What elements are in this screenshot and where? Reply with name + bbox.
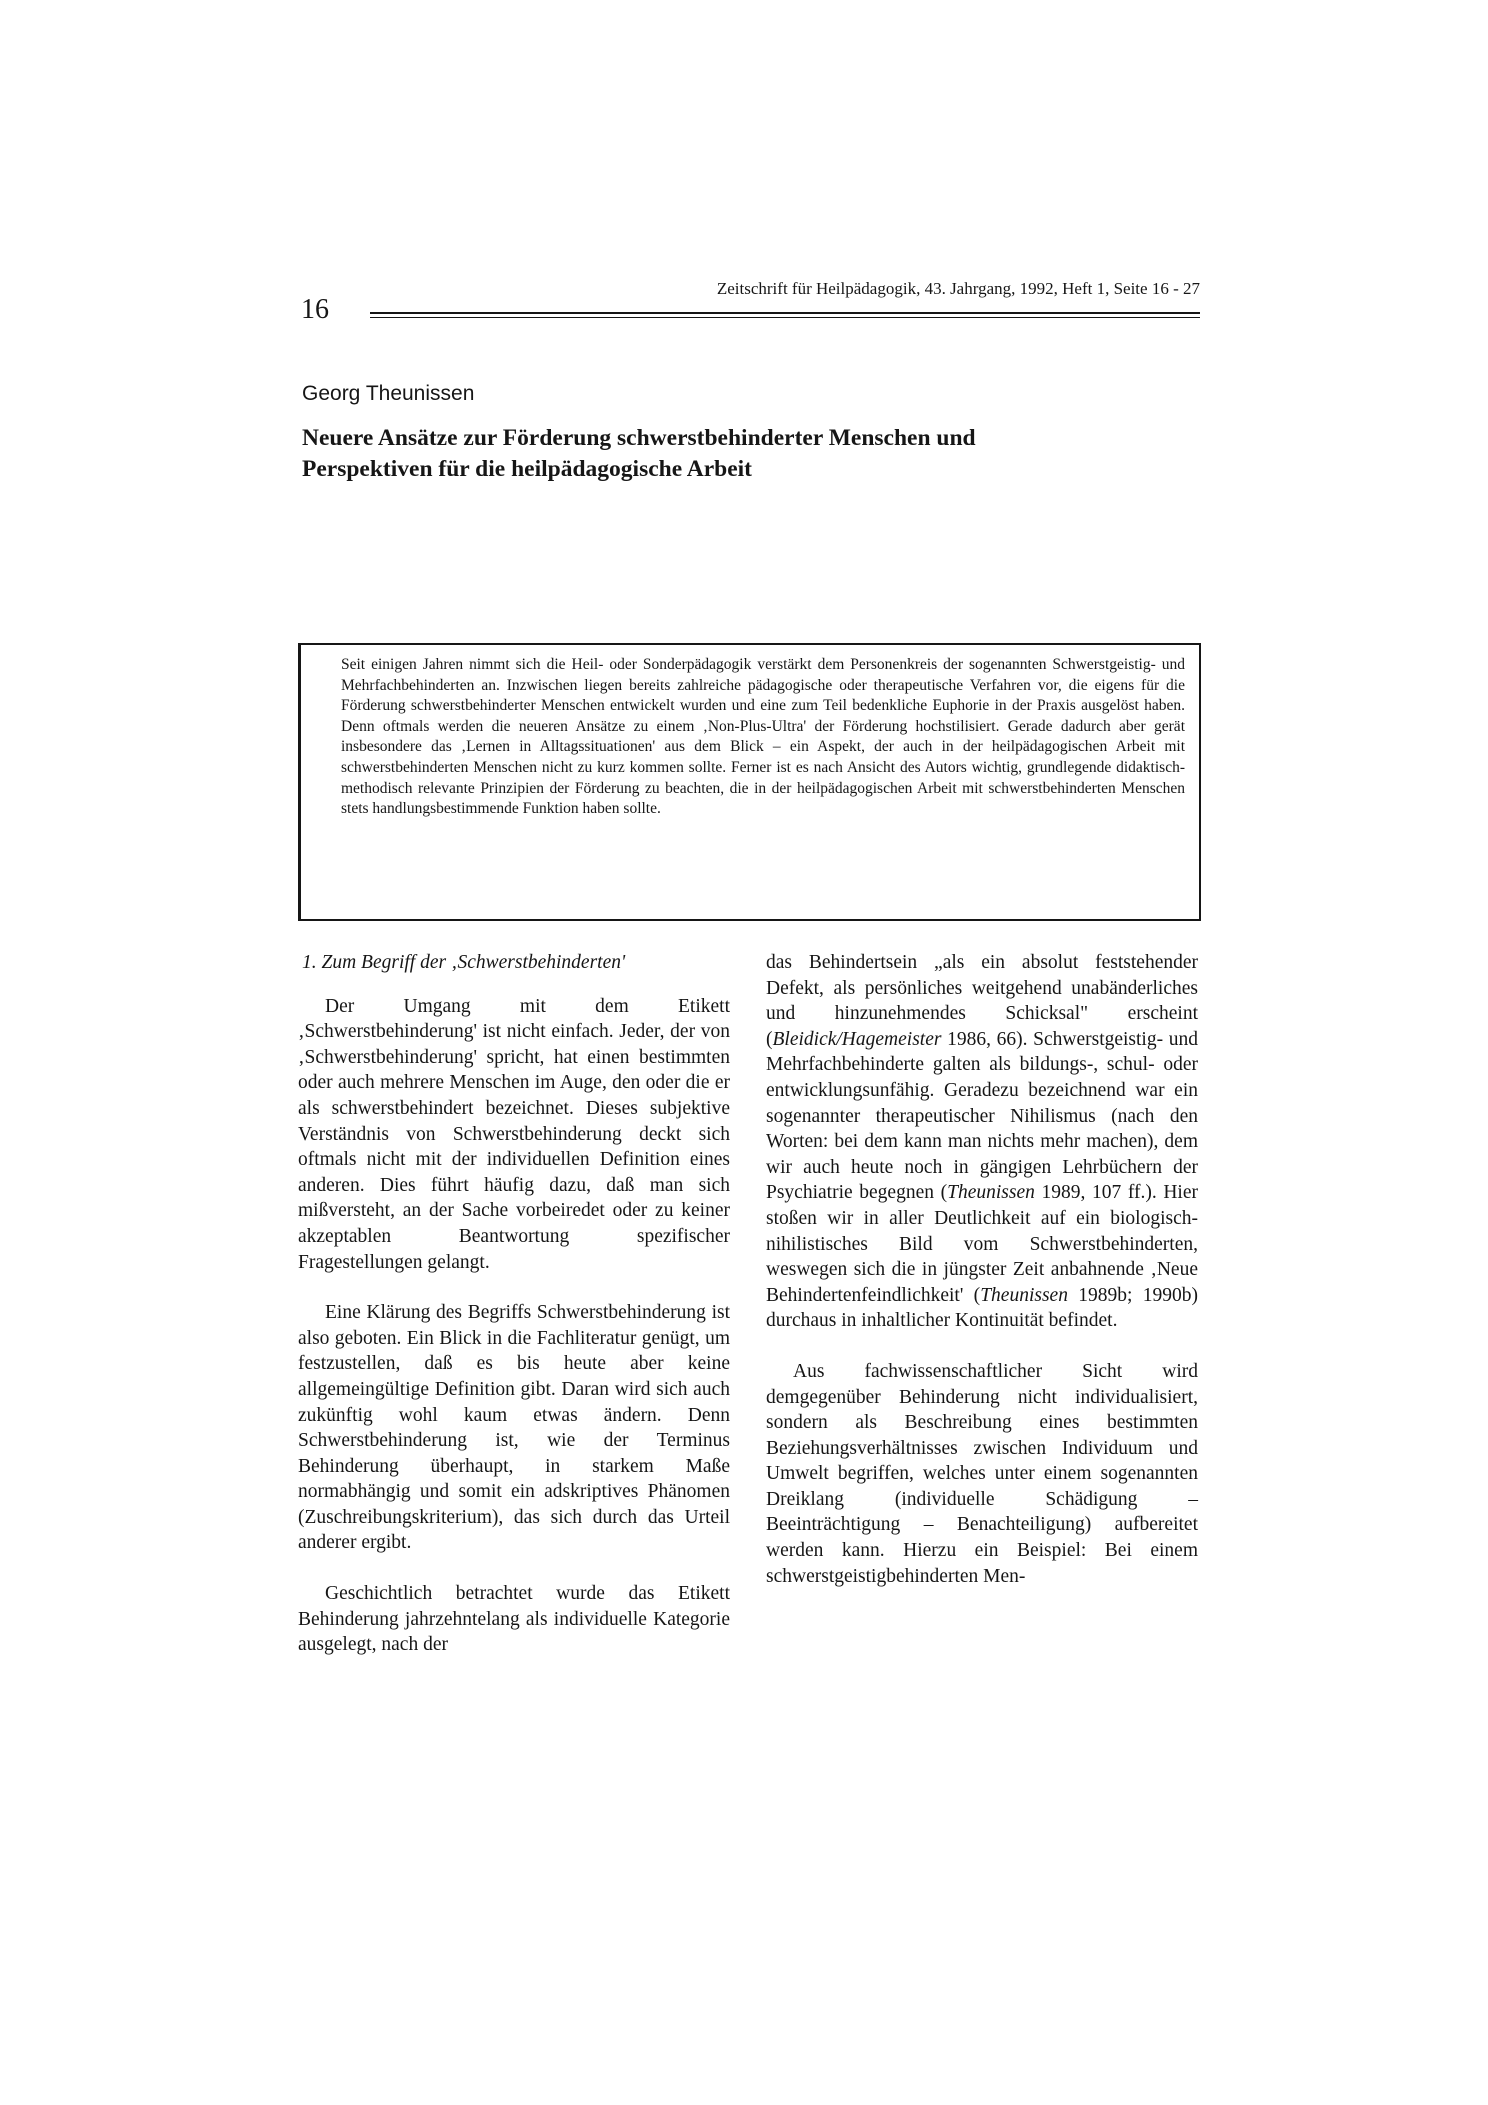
text-run: 1989, 107 ff.). Hier stoßen wir in aller Deutlichkeit auf ein biologisch-nihilistisches Bild vom Schwerstbehinderten, weswegen sich die in jüngster Zeit anbahnende ‚Neue Behindertenfeindlichkeit' ( [766,1182,1199,1306]
paragraph-continued [766,950,1198,1334]
text-run: das Behindertsein „als ein absolut feststehender Defekt, als persönliches weitgehend unabänderliches und hinzunehmendes Schicksal" erscheint ( [766,952,1198,1050]
page-number: 16 [301,294,329,325]
paragraph: Eine Klärung des Begriffs Schwerstbehinderung ist also geboten. Ein Blick in die Fachliteratur genügt, um festzustellen, daß es bis heute aber keine allgemeingültige Definition gibt. Daran wird sich auch zukünftig wohl kaum etwas ändern. Denn Schwerstbehinderung ist, wie der Terminus Behinderung überhaupt, in starkem Maße normabhängig und somit ein adskriptives Phänomen (Zuschreibungskriterium), das sich durch das Urteil anderer ergibt. [298,1302,730,1554]
citation-author: Theunissen [947,1182,1035,1204]
journal-citation: Zeitschrift für Heilpädagogik, 43. Jahrgang, 1992, Heft 1, Seite 16 - 27 [716,279,1200,298]
header-rule [370,312,1200,314]
text-run: 1989b; 1990b) durchaus in inhaltlicher Kontinuität befindet. [766,1284,1198,1332]
right-column [766,950,1198,1614]
header-rule-thin [370,317,1200,318]
paragraph: Geschichtlich betrachtet wurde das Etikett Behinderung jahrzehntelang als individuelle Kategorie ausgelegt, nach der [298,1583,730,1656]
article-author: Georg Theunissen [302,382,475,405]
article-title-line-2: Perspektiven für die heilpädagogische Arbeit [302,456,752,482]
abstract-text: Seit einigen Jahren nimmt sich die Heil- oder Sonderpädagogik verstärkt dem Personenkreis der sogenannten Schwerstgeistig- und Mehrfachbehinderten an. Inzwischen liegen bereits zahlreiche pädagogische oder therapeutische Verfahren vor, die eigens für die Förderung schwerstbehinderter Menschen entwickelt wurden und eine zum Teil bedenkliche Euphorie in der Praxis ausgelöst haben. Denn oftmals werden die neueren Ansätze zu einem ‚Non-Plus-Ultra' der Förderung hochstilisiert. Gerade dadurch aber gerät insbesondere das ‚Lernen in Alltagssituationen' aus dem Blick – ein Aspekt, der auch in der heilpädagogischen Arbeit mit schwerstbehinderten Menschen nicht zu kurz kommen sollte. Ferner ist es nach Ansicht des Autors wichtig, grundlegende didaktisch-methodisch relevante Prinzipien der Förderung zu beachten, die in der heilpädagogischen Arbeit mit schwerstbehinderten Menschen stets handlungsbestimmende Funktion haben sollte. [341,656,1185,818]
paragraph: Der Umgang mit dem Etikett ‚Schwerstbehinderung' ist nicht einfach. Jeder, der von ‚Schwerstbehinderung' spricht, hat einen bestimmten oder auch mehrere Menschen im Auge, den oder die er als schwerstbehindert bezeichnet. Dieses subjektive Verständnis von Schwerstbehinderung deckt sich oftmals nicht mit der individuellen Definition eines anderen. Dies führt häufig dazu, daß man sich mißversteht, an der Sache vorbeiredet oder zu keiner akzeptablen Beantwortung spezifischer Fragestellungen gelangt. [298,995,730,1273]
paragraph: Aus fachwissenschaftlicher Sicht wird demgegenüber Behinderung nicht individualisiert, sondern als Beschreibung eines bestimmten Beziehungsverhältnisses zwischen Individuum und Umwelt begriffen, welches unter einem sogenannten Dreiklang (individuelle Schädigung – Beeinträchtigung – Benachteiligung) aufbereitet werden kann. Hierzu ein Beispiel: Bei einem schwerstgeistigbehinderten Men- [766,1360,1198,1587]
citation-author: Bleidick/Hagemeister [772,1028,942,1050]
section-heading: 1. Zum Begriff der ‚Schwerstbehinderten' [302,952,626,973]
abstract-box [298,643,1201,921]
article-title-line-1: Neuere Ansätze zur Förderung schwerstbehinderter Menschen und [302,425,976,451]
left-column [298,950,730,1683]
citation-author: Theunissen [980,1284,1068,1306]
article-title [302,423,1202,485]
text-run: 1986, 66). Schwerstgeistig- und Mehrfachbehinderte galten als bildungs-, schul- oder entwicklungsunfähig. Geradezu bezeichnend war ein sogenannter therapeutischer Nihilismus (nach den Worten: bei dem kann man nichts mehr machen), dem wir auch heute noch in gängigen Lehrbüchern der Psychiatrie begegnen ( [766,1028,1198,1204]
